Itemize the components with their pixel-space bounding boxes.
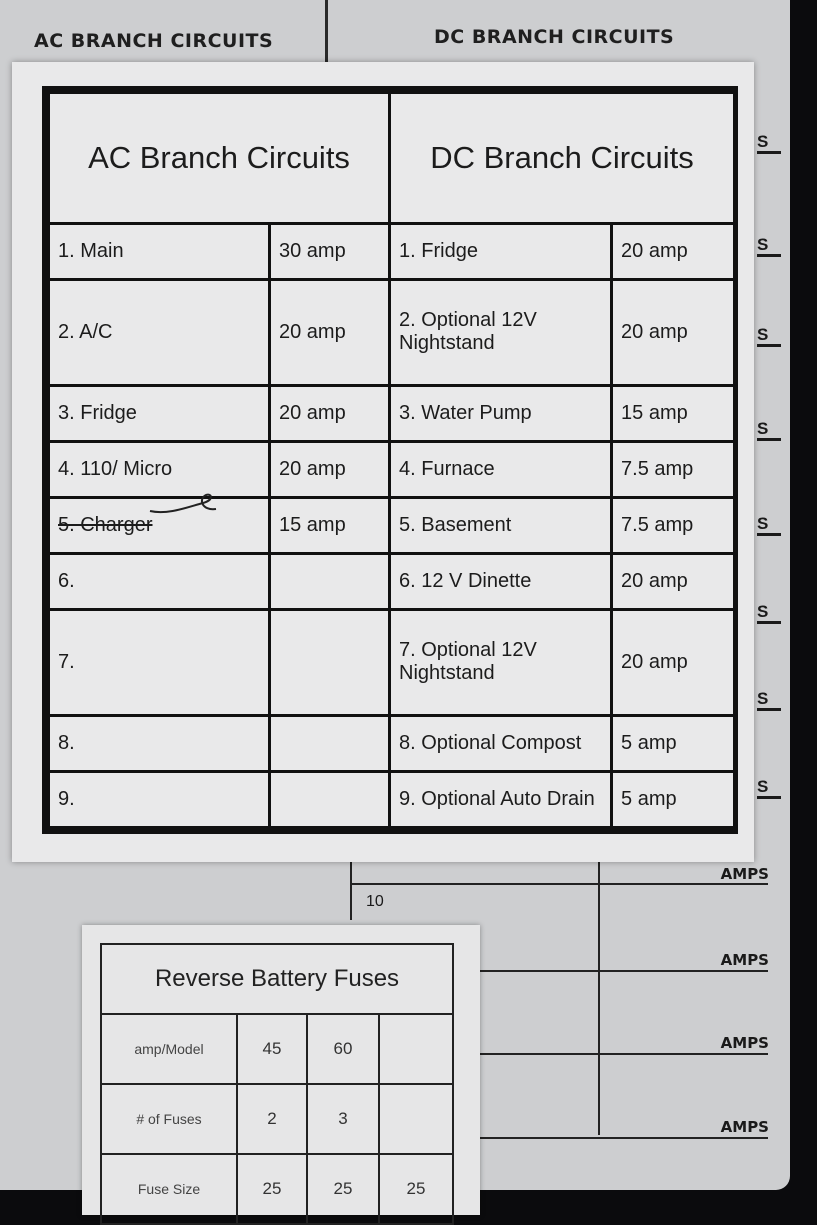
table-cell: 25 [379,1154,453,1224]
table-cell: 60 [307,1014,379,1084]
s-mark: S [757,690,781,711]
ac-title: AC Branch Circuits [49,93,390,224]
row-label: # of Fuses [101,1084,237,1154]
amps-label: AMPS [720,951,769,969]
table-row [49,224,735,280]
ac-circuit-name: 5. Charger [58,513,153,536]
table-row [49,771,735,827]
circuit-sticker [12,62,754,862]
grid-line [350,883,768,885]
grid-line [478,1137,768,1139]
s-mark: S [757,326,781,347]
row-label: Fuse Size [101,1154,237,1224]
dc-circuit-name: 7. Optional 12V Nightstand [390,610,612,716]
table-row [101,1154,453,1224]
s-mark: S [757,778,781,799]
dc-circuit-name: 1. Fridge [390,224,612,280]
ac-circuit-name: 3. Fridge [49,385,270,441]
dc-circuit-name: 5. Basement [390,497,612,553]
dc-header: DC BRANCH CIRCUITS [434,26,675,48]
header-divider [325,0,328,62]
dc-circuit-amp: 20 amp [612,610,735,716]
dc-title: DC Branch Circuits [390,93,735,224]
table-row [49,385,735,441]
amps-label: AMPS [720,1034,769,1052]
dc-circuit-amp: 20 amp [612,224,735,280]
amps-label: AMPS [720,865,769,883]
table-cell: 25 [307,1154,379,1224]
battery-fuse-table-frame [100,943,452,1225]
ac-circuit-amp [270,715,390,771]
table-cell [379,1014,453,1084]
ac-circuit-amp: 20 amp [270,385,390,441]
battery-fuse-card [82,925,480,1215]
dc-circuit-amp: 5 amp [612,771,735,827]
table-row [49,280,735,386]
grid-line [478,1053,768,1055]
battery-title-row [101,944,453,1014]
dc-circuit-name: 2. Optional 12V Nightstand [390,280,612,386]
table-row [49,610,735,716]
ac-circuit-name: 7. [49,610,270,716]
table-row [49,554,735,610]
s-mark: S [757,420,781,441]
table-row [49,715,735,771]
table-header-row [49,93,735,224]
table-cell: 25 [237,1154,307,1224]
row-label: amp/Model [101,1014,237,1084]
ac-circuit-amp: 20 amp [270,441,390,497]
ac-circuit-name: 6. [49,554,270,610]
dc-circuit-name: 4. Furnace [390,441,612,497]
dc-circuit-name: 6. 12 V Dinette [390,554,612,610]
dc-circuit-amp: 7.5 amp [612,497,735,553]
ac-circuit-name: 8. [49,715,270,771]
ac-circuit-name: 9. [49,771,270,827]
dc-circuit-name: 8. Optional Compost [390,715,612,771]
table-row [49,441,735,497]
ac-circuit-amp: 15 amp [270,497,390,553]
s-mark: S [757,603,781,624]
table-row [101,1084,453,1154]
ac-circuit-amp: 30 amp [270,224,390,280]
table-row [101,1014,453,1084]
circuit-number-10: 10 [366,893,384,910]
handwritten-scribble [148,491,218,521]
grid-line [350,860,352,920]
dc-circuit-amp: 20 amp [612,554,735,610]
dc-circuit-amp: 7.5 amp [612,441,735,497]
battery-fuse-table [100,943,454,1225]
ac-circuit-amp [270,554,390,610]
dc-circuit-amp: 20 amp [612,280,735,386]
circuit-table-frame [42,86,738,834]
ac-header: AC BRANCH CIRCUITS [34,30,274,52]
ac-circuit-name-cell [49,497,270,553]
s-mark: S [757,515,781,536]
table-cell [379,1084,453,1154]
amps-label: AMPS [720,1118,769,1136]
s-mark: S [757,133,781,154]
table-row [49,497,735,553]
ac-circuit-amp: 20 amp [270,280,390,386]
ac-circuit-name: 4. 110/ Micro [49,441,270,497]
dc-circuit-name: 3. Water Pump [390,385,612,441]
table-cell: 45 [237,1014,307,1084]
ac-circuit-name: 2. A/C [49,280,270,386]
grid-line [478,970,768,972]
ac-circuit-amp [270,771,390,827]
table-cell: 2 [237,1084,307,1154]
ac-circuit-amp [270,610,390,716]
table-cell: 3 [307,1084,379,1154]
s-mark: S [757,236,781,257]
dc-circuit-amp: 5 amp [612,715,735,771]
battery-fuse-title: Reverse Battery Fuses [101,944,453,1014]
circuit-table [47,91,736,829]
dc-circuit-amp: 15 amp [612,385,735,441]
ac-circuit-name: 1. Main [49,224,270,280]
grid-line [598,860,600,1135]
dc-circuit-name: 9. Optional Auto Drain [390,771,612,827]
